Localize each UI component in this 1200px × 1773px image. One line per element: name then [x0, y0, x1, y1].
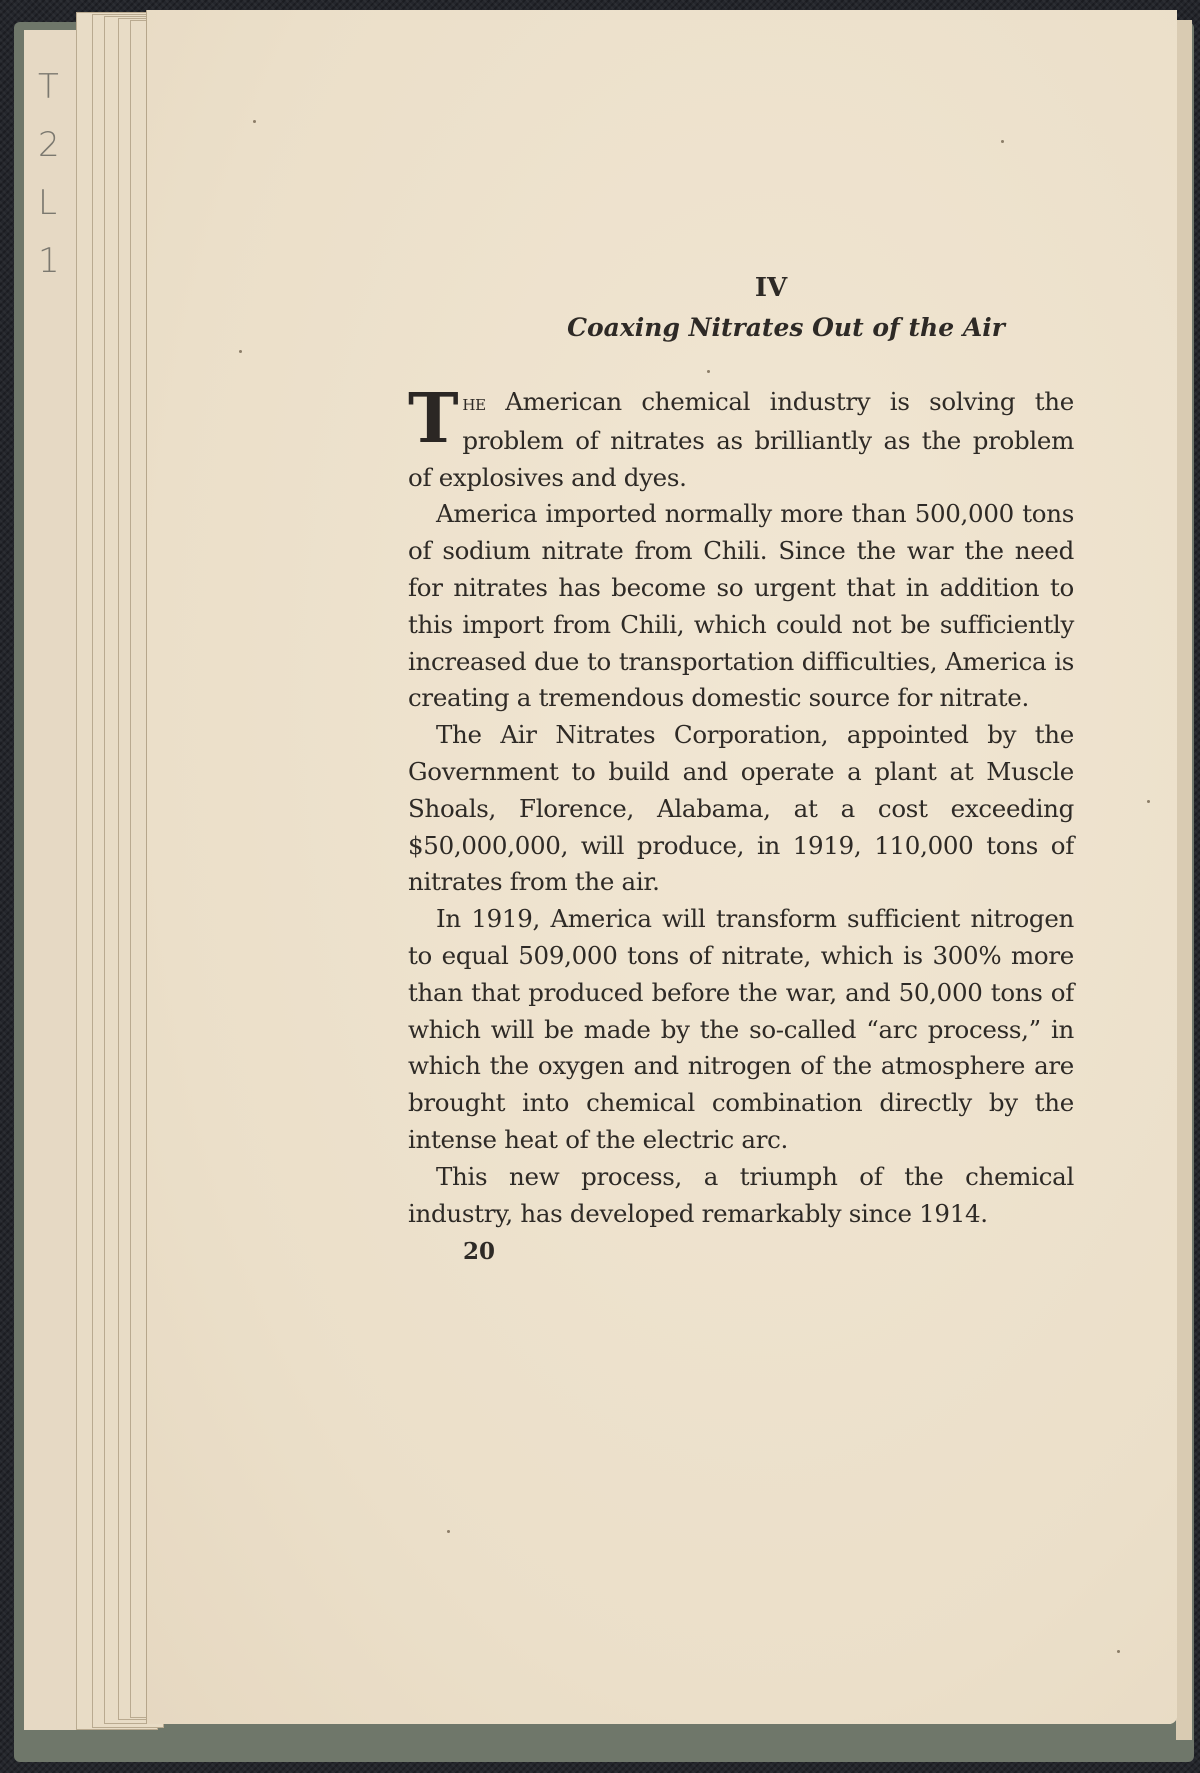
paragraph-4: In 1919, America will transform sufficient nitrogen to equal 509,000 tons of nitrate, which is 300% more than that produced before the war, and 50,000 tons of which will be made by the so-called “arc process,” in which the oxygen and nitrogen of the atmosphere are brought into chemical combination directly by the intense heat of the electric arc. [408, 904, 1074, 1154]
next-page-edge [1176, 20, 1192, 1740]
paragraph-3: The Air Nitrates Corporation, appointed by the Government to build and operate a plant at Muscle Shoals, Florence, Alabama, at a cost exceeding $50,000,000, will produce, in 1919, 110,000 tons of nitrates from the air. [408, 720, 1074, 897]
small-caps-lead: he [462, 391, 486, 416]
paper-speck [253, 120, 256, 123]
chapter-number: IV [754, 273, 788, 303]
paragraph-1 [408, 379, 1074, 496]
paper-speck [447, 1530, 450, 1533]
paper-speck [239, 350, 242, 353]
pencil-shelf-mark [38, 58, 78, 290]
paper-speck [1001, 140, 1004, 143]
paper-speck [1117, 1650, 1120, 1653]
shelf-mark-line: T [38, 67, 59, 107]
chapter-title: Coaxing Nitrates Out of the Air [567, 313, 1005, 342]
shelf-mark-line: L [38, 183, 57, 223]
shelf-mark-line: 1 [38, 241, 60, 281]
paragraph-1-text: American chemical industry is solving the problem of nitrates as brilliantly as the problem of explosives and dyes. [408, 387, 1074, 492]
page-number: 20 [463, 1238, 496, 1266]
body-text [408, 379, 1074, 1232]
paragraph-2: America imported normally more than 500,000 tons of sodium nitrate from Chili. Since the war the need for nitrates has become so urgent that in addition to this import from Chili, which could not be sufficiently increased due to transportation difficulties, America is creating a tremendous domestic source for nitrate. [408, 499, 1074, 713]
shelf-mark-line: 2 [38, 125, 60, 165]
drop-cap: T [408, 379, 459, 459]
paper-speck [1147, 800, 1150, 803]
page-content [408, 270, 1074, 1265]
paragraph-5: This new process, a triumph of the chemical industry, has developed remarkably since 1914. [408, 1161, 1074, 1228]
